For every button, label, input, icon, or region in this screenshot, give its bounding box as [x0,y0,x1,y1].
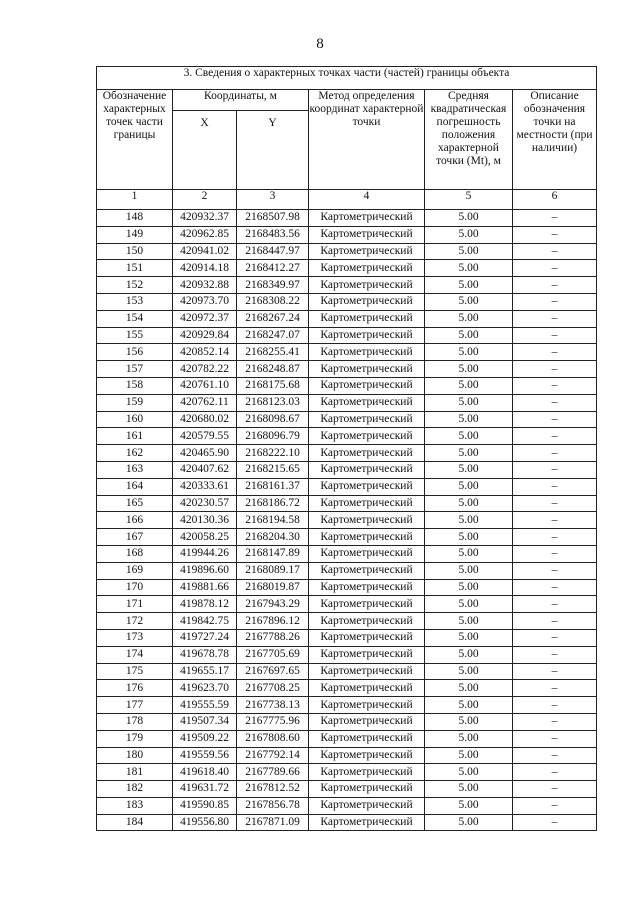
x-coordinate-cell: 419678.78 [173,646,237,663]
error-cell: 5.00 [425,445,513,462]
table-row [97,210,597,227]
x-coordinate-cell: 419623.70 [173,680,237,697]
header-error: Средняя квадратическая погрешность положения характерной точки (Mt), м [425,90,513,190]
header-x: X [173,111,237,190]
table-row [97,293,597,310]
y-coordinate-cell: 2168248.87 [237,361,309,378]
description-cell: – [513,579,597,596]
column-number: 2 [173,190,237,210]
error-cell: 5.00 [425,293,513,310]
error-cell: 5.00 [425,697,513,714]
table-row [97,629,597,646]
error-cell: 5.00 [425,545,513,562]
y-coordinate-cell: 2167788.26 [237,629,309,646]
y-coordinate-cell: 2168247.07 [237,327,309,344]
x-coordinate-cell: 420962.85 [173,226,237,243]
y-coordinate-cell: 2168215.65 [237,461,309,478]
point-id-cell: 157 [97,361,173,378]
method-cell: Картометрический [309,613,425,630]
point-id-cell: 175 [97,663,173,680]
page-number: 8 [316,36,324,52]
error-cell: 5.00 [425,781,513,798]
description-cell: – [513,327,597,344]
error-cell: 5.00 [425,713,513,730]
column-numbers-row [97,190,597,210]
description-cell: – [513,697,597,714]
error-cell: 5.00 [425,478,513,495]
error-cell: 5.00 [425,730,513,747]
table-body [97,210,597,831]
method-cell: Картометрический [309,377,425,394]
point-id-cell: 158 [97,377,173,394]
y-coordinate-cell: 2168098.67 [237,411,309,428]
y-coordinate-cell: 2168412.27 [237,260,309,277]
x-coordinate-cell: 419842.75 [173,613,237,630]
x-coordinate-cell: 420852.14 [173,344,237,361]
y-coordinate-cell: 2167943.29 [237,596,309,613]
error-cell: 5.00 [425,629,513,646]
method-cell: Картометрический [309,260,425,277]
y-coordinate-cell: 2168349.97 [237,277,309,294]
method-cell: Картометрический [309,461,425,478]
y-coordinate-cell: 2167775.96 [237,713,309,730]
x-coordinate-cell: 419944.26 [173,545,237,562]
method-cell: Картометрический [309,646,425,663]
point-id-cell: 180 [97,747,173,764]
x-coordinate-cell: 419509.22 [173,730,237,747]
method-cell: Картометрический [309,781,425,798]
point-id-cell: 163 [97,461,173,478]
point-id-cell: 164 [97,478,173,495]
error-cell: 5.00 [425,243,513,260]
description-cell: – [513,529,597,546]
error-cell: 5.00 [425,596,513,613]
method-cell: Картометрический [309,562,425,579]
point-id-cell: 174 [97,646,173,663]
y-coordinate-cell: 2168255.41 [237,344,309,361]
method-cell: Картометрический [309,394,425,411]
x-coordinate-cell: 419590.85 [173,797,237,814]
point-id-cell: 162 [97,445,173,462]
table-row [97,243,597,260]
table-row [97,596,597,613]
description-cell: – [513,243,597,260]
table-row [97,361,597,378]
method-cell: Картометрический [309,579,425,596]
point-id-cell: 166 [97,512,173,529]
y-coordinate-cell: 2167812.52 [237,781,309,798]
y-coordinate-cell: 2168175.68 [237,377,309,394]
table-row [97,327,597,344]
table-row [97,461,597,478]
table-row [97,697,597,714]
x-coordinate-cell: 420782.22 [173,361,237,378]
y-coordinate-cell: 2168123.03 [237,394,309,411]
point-id-cell: 167 [97,529,173,546]
x-coordinate-cell: 419896.60 [173,562,237,579]
y-coordinate-cell: 2168096.79 [237,428,309,445]
method-cell: Картометрический [309,713,425,730]
description-cell: – [513,713,597,730]
y-coordinate-cell: 2168019.87 [237,579,309,596]
y-coordinate-cell: 2168194.58 [237,512,309,529]
description-cell: – [513,747,597,764]
description-cell: – [513,445,597,462]
x-coordinate-cell: 420914.18 [173,260,237,277]
point-id-cell: 177 [97,697,173,714]
point-id-cell: 155 [97,327,173,344]
error-cell: 5.00 [425,361,513,378]
method-cell: Картометрический [309,529,425,546]
method-cell: Картометрический [309,545,425,562]
error-cell: 5.00 [425,495,513,512]
description-cell: – [513,394,597,411]
x-coordinate-cell: 419881.66 [173,579,237,596]
x-coordinate-cell: 420579.55 [173,428,237,445]
description-cell: – [513,730,597,747]
point-id-cell: 184 [97,814,173,831]
description-cell: – [513,562,597,579]
table-row [97,545,597,562]
point-id-cell: 176 [97,680,173,697]
description-cell: – [513,478,597,495]
table-row [97,478,597,495]
error-cell: 5.00 [425,394,513,411]
method-cell: Картометрический [309,495,425,512]
column-number: 5 [425,190,513,210]
error-cell: 5.00 [425,512,513,529]
error-cell: 5.00 [425,663,513,680]
error-cell: 5.00 [425,428,513,445]
y-coordinate-cell: 2168089.17 [237,562,309,579]
column-number: 4 [309,190,425,210]
description-cell: – [513,461,597,478]
error-cell: 5.00 [425,797,513,814]
method-cell: Картометрический [309,478,425,495]
method-cell: Картометрический [309,747,425,764]
column-number: 6 [513,190,597,210]
header-coordinates: Координаты, м [173,90,309,111]
y-coordinate-cell: 2167697.65 [237,663,309,680]
method-cell: Картометрический [309,814,425,831]
header-point: Обозначение характерных точек части границы [97,90,173,190]
y-coordinate-cell: 2167708.25 [237,680,309,697]
method-cell: Картометрический [309,277,425,294]
description-cell: – [513,545,597,562]
error-cell: 5.00 [425,646,513,663]
boundary-points-table [96,66,597,831]
method-cell: Картометрический [309,428,425,445]
point-id-cell: 181 [97,764,173,781]
table-row [97,663,597,680]
description-cell: – [513,764,597,781]
x-coordinate-cell: 420762.11 [173,394,237,411]
x-coordinate-cell: 419727.24 [173,629,237,646]
x-coordinate-cell: 420407.62 [173,461,237,478]
table-row [97,277,597,294]
point-id-cell: 178 [97,713,173,730]
table-row [97,730,597,747]
x-coordinate-cell: 420932.88 [173,277,237,294]
point-id-cell: 161 [97,428,173,445]
y-coordinate-cell: 2167856.78 [237,797,309,814]
error-cell: 5.00 [425,613,513,630]
method-cell: Картометрический [309,730,425,747]
table-row [97,613,597,630]
point-id-cell: 170 [97,579,173,596]
table-row [97,814,597,831]
table-row [97,764,597,781]
x-coordinate-cell: 419878.12 [173,596,237,613]
method-cell: Картометрический [309,629,425,646]
table-row [97,781,597,798]
point-id-cell: 173 [97,629,173,646]
table-row [97,394,597,411]
error-cell: 5.00 [425,226,513,243]
method-cell: Картометрический [309,243,425,260]
point-id-cell: 153 [97,293,173,310]
description-cell: – [513,226,597,243]
x-coordinate-cell: 419555.59 [173,697,237,714]
description-cell: – [513,680,597,697]
y-coordinate-cell: 2167738.13 [237,697,309,714]
method-cell: Картометрический [309,361,425,378]
header-method: Метод определения координат характерной точки [309,90,425,190]
method-cell: Картометрический [309,764,425,781]
y-coordinate-cell: 2168308.22 [237,293,309,310]
y-coordinate-cell: 2168161.37 [237,478,309,495]
y-coordinate-cell: 2167705.69 [237,646,309,663]
x-coordinate-cell: 420972.37 [173,310,237,327]
error-cell: 5.00 [425,562,513,579]
y-coordinate-cell: 2168222.10 [237,445,309,462]
description-cell: – [513,277,597,294]
point-id-cell: 152 [97,277,173,294]
point-id-cell: 169 [97,562,173,579]
method-cell: Картометрический [309,210,425,227]
point-id-cell: 149 [97,226,173,243]
error-cell: 5.00 [425,377,513,394]
error-cell: 5.00 [425,579,513,596]
x-coordinate-cell: 420941.02 [173,243,237,260]
y-coordinate-cell: 2167896.12 [237,613,309,630]
method-cell: Картометрический [309,445,425,462]
method-cell: Картометрический [309,596,425,613]
point-id-cell: 171 [97,596,173,613]
error-cell: 5.00 [425,461,513,478]
table-row [97,411,597,428]
section-title: 3. Сведения о характерных точках части (частей) границы объекта [97,67,597,90]
description-cell: – [513,344,597,361]
table-row [97,529,597,546]
method-cell: Картометрический [309,226,425,243]
description-cell: – [513,646,597,663]
description-cell: – [513,814,597,831]
description-cell: – [513,310,597,327]
description-cell: – [513,596,597,613]
point-id-cell: 160 [97,411,173,428]
x-coordinate-cell: 420932.37 [173,210,237,227]
error-cell: 5.00 [425,260,513,277]
point-id-cell: 154 [97,310,173,327]
method-cell: Картометрический [309,310,425,327]
description-cell: – [513,377,597,394]
error-cell: 5.00 [425,529,513,546]
point-id-cell: 159 [97,394,173,411]
error-cell: 5.00 [425,277,513,294]
x-coordinate-cell: 420058.25 [173,529,237,546]
error-cell: 5.00 [425,210,513,227]
y-coordinate-cell: 2168267.24 [237,310,309,327]
table-row [97,562,597,579]
method-cell: Картометрический [309,344,425,361]
method-cell: Картометрический [309,293,425,310]
x-coordinate-cell: 419631.72 [173,781,237,798]
x-coordinate-cell: 420333.61 [173,478,237,495]
column-number: 1 [97,190,173,210]
error-cell: 5.00 [425,327,513,344]
point-id-cell: 150 [97,243,173,260]
column-number: 3 [237,190,309,210]
description-cell: – [513,512,597,529]
point-id-cell: 168 [97,545,173,562]
description-cell: – [513,293,597,310]
description-cell: – [513,663,597,680]
x-coordinate-cell: 420929.84 [173,327,237,344]
point-id-cell: 148 [97,210,173,227]
table-row [97,797,597,814]
method-cell: Картометрический [309,327,425,344]
description-cell: – [513,428,597,445]
point-id-cell: 179 [97,730,173,747]
description-cell: – [513,781,597,798]
error-cell: 5.00 [425,764,513,781]
x-coordinate-cell: 419507.34 [173,713,237,730]
method-cell: Картометрический [309,663,425,680]
x-coordinate-cell: 420680.02 [173,411,237,428]
table-row [97,310,597,327]
method-cell: Картометрический [309,512,425,529]
x-coordinate-cell: 420465.90 [173,445,237,462]
y-coordinate-cell: 2168507.98 [237,210,309,227]
header-description: Описание обозначения точки на местности (при наличии) [513,90,597,190]
x-coordinate-cell: 420130.36 [173,512,237,529]
description-cell: – [513,629,597,646]
y-coordinate-cell: 2167792.14 [237,747,309,764]
table-row [97,713,597,730]
y-coordinate-cell: 2167808.60 [237,730,309,747]
description-cell: – [513,613,597,630]
method-cell: Картометрический [309,697,425,714]
y-coordinate-cell: 2168147.89 [237,545,309,562]
y-coordinate-cell: 2167871.09 [237,814,309,831]
x-coordinate-cell: 420973.70 [173,293,237,310]
table-row [97,579,597,596]
x-coordinate-cell: 419655.17 [173,663,237,680]
method-cell: Картометрический [309,797,425,814]
y-coordinate-cell: 2168186.72 [237,495,309,512]
description-cell: – [513,210,597,227]
x-coordinate-cell: 419556.80 [173,814,237,831]
table-row [97,226,597,243]
point-id-cell: 156 [97,344,173,361]
table-row [97,377,597,394]
x-coordinate-cell: 420230.57 [173,495,237,512]
error-cell: 5.00 [425,680,513,697]
description-cell: – [513,411,597,428]
description-cell: – [513,797,597,814]
table-row [97,495,597,512]
point-id-cell: 151 [97,260,173,277]
error-cell: 5.00 [425,814,513,831]
error-cell: 5.00 [425,310,513,327]
table-row [97,680,597,697]
x-coordinate-cell: 419618.40 [173,764,237,781]
error-cell: 5.00 [425,411,513,428]
error-cell: 5.00 [425,747,513,764]
y-coordinate-cell: 2168204.30 [237,529,309,546]
method-cell: Картометрический [309,680,425,697]
table-row [97,512,597,529]
description-cell: – [513,495,597,512]
table-row [97,428,597,445]
table-row [97,344,597,361]
description-cell: – [513,260,597,277]
description-cell: – [513,361,597,378]
point-id-cell: 183 [97,797,173,814]
method-cell: Картометрический [309,411,425,428]
x-coordinate-cell: 419559.56 [173,747,237,764]
point-id-cell: 182 [97,781,173,798]
y-coordinate-cell: 2168483.56 [237,226,309,243]
table-row [97,747,597,764]
point-id-cell: 172 [97,613,173,630]
table-row [97,646,597,663]
point-id-cell: 165 [97,495,173,512]
error-cell: 5.00 [425,344,513,361]
x-coordinate-cell: 420761.10 [173,377,237,394]
table-row [97,445,597,462]
y-coordinate-cell: 2168447.97 [237,243,309,260]
y-coordinate-cell: 2167789.66 [237,764,309,781]
header-y: Y [237,111,309,190]
table-row [97,260,597,277]
